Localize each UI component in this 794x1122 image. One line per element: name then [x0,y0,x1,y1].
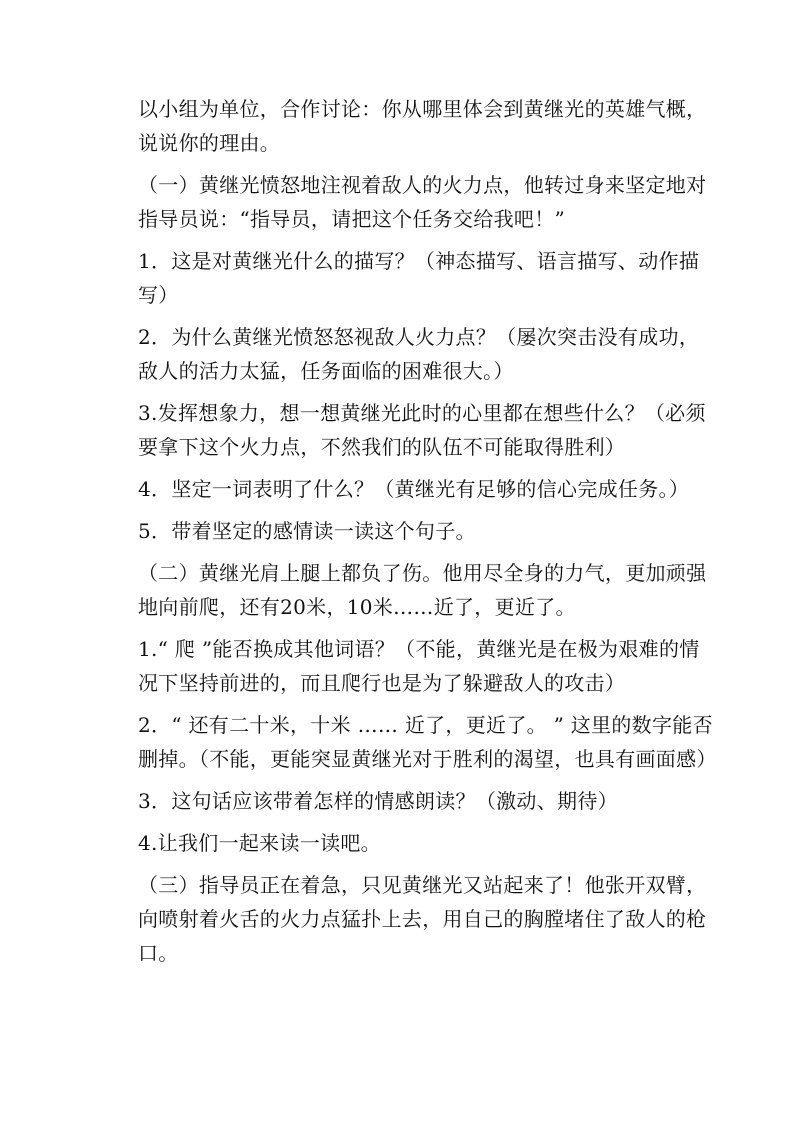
document-body [138,92,718,978]
paragraph-question-2: 2．为什么黄继光愤怒怒视敌人火力点？（屡次突击没有成功，敌人的活力太猛，任务面临的困难很大。） [138,325,700,383]
paragraph-section-three: （三）指导员正在着急，只见黄继光又站起来了！他张开双臂，向喷射着火舌的火力点猛扑上去，用自己的胸膛堵住了敌人的枪口。 [138,873,707,965]
paragraph-question-1: 1．这是对黄继光什么的描写？（神态描写、语言描写、动作描写） [138,249,700,307]
paragraph-section-two: （二）黄继光肩上腿上都负了伤。他用尽全身的力气，更加顽强地向前爬，还有20米，10米……近了，更近了。 [138,561,707,619]
paragraph-question-2-4: 4.让我们一起来读一读吧。 [138,831,381,855]
paragraph-question-4: 4．坚定一词表明了什么？（黄继光有足够的信心完成任务。） [138,477,690,501]
paragraph-question-2-2: 2．“ 还有二十米，十米 …… 近了，更近了。 ” 这里的数字能否删掉。（不能，更能突显黄继光对于胜利的渴望，也具有画面感） [138,713,717,771]
paragraph-question-2-1: 1.“ 爬 ”能否换成其他词语？（不能，黄继光是在极为艰难的情况下坚持前进的，而且爬行也是为了躲避敌人的攻击） [138,637,700,695]
paragraph-discussion-prompt: 以小组为单位，合作讨论：你从哪里体会到黄继光的英雄气概，说说你的理由。 [138,97,707,155]
paragraph-section-one: （一）黄继光愤怒地注视着敌人的火力点，他转过身来坚定地对指导员说：“指导员，请把这个任务交给我吧！” [138,173,707,231]
paragraph-question-5: 5．带着坚定的感情读一读这个句子。 [138,519,476,543]
paragraph-question-3: 3.发挥想象力，想一想黄继光此时的心里都在想些什么？（必须要拿下这个火力点，不然我们的队伍不可能取得胜利） [138,401,706,459]
paragraph-question-2-3: 3．这句话应该带着怎样的情感朗读？（激动、期待） [138,789,618,813]
